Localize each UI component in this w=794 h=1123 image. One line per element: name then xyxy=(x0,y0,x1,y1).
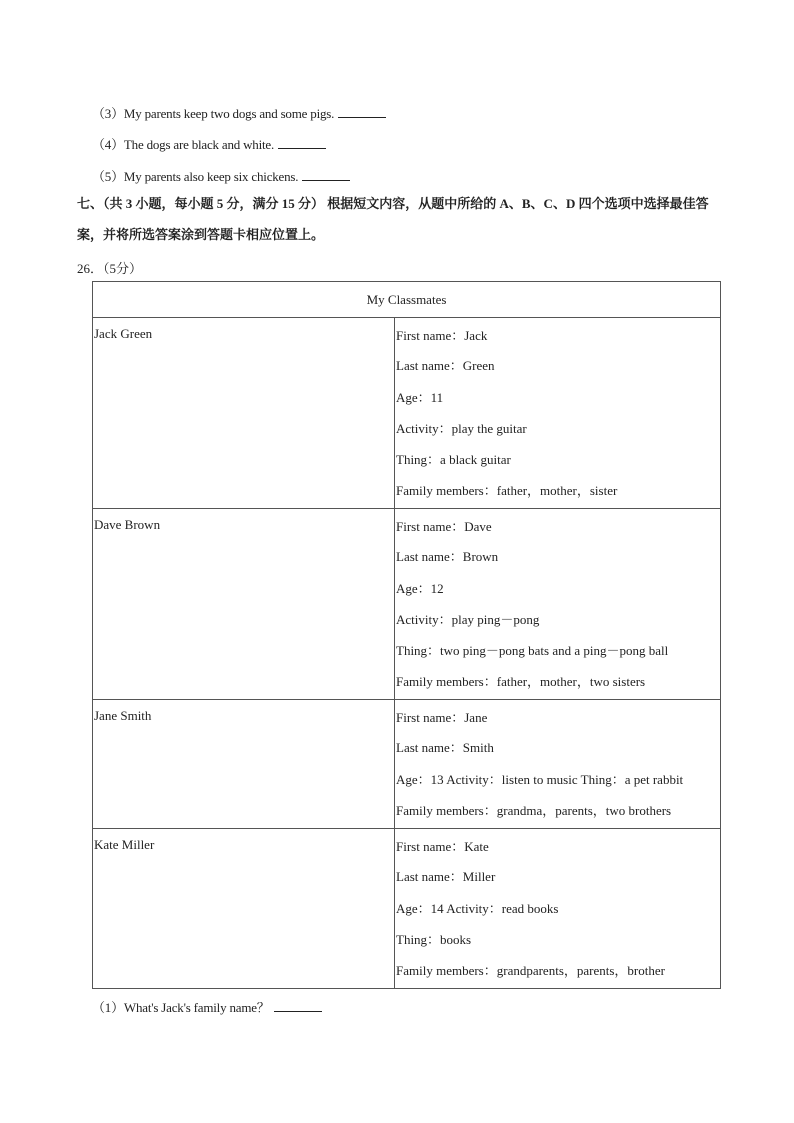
info-line: Age：11 xyxy=(396,389,444,405)
section-heading: 七、（共 3 小题，每小题 5 分，满分 15 分） 根据短文内容，从题中所给的 A、B、C、D 四个选项中选择最佳答案，并将所选答案涂到答题卡相应位置上。 xyxy=(77,196,709,242)
info-line: Thing：books xyxy=(396,931,472,947)
answer-blank[interactable] xyxy=(278,137,326,149)
classmate-name: Jane Smith xyxy=(93,700,395,829)
question-text: The dogs are black and white. xyxy=(123,137,275,152)
classmate-info xyxy=(395,318,721,509)
classmate-name: Jack Green xyxy=(93,318,395,509)
table-caption: My Classmates xyxy=(93,282,721,318)
question-3 xyxy=(92,103,386,122)
table-row xyxy=(93,829,721,989)
table-row xyxy=(93,509,721,700)
info-line: First name：Jane xyxy=(396,710,488,725)
info-line: Thing：two ping－pong bats and a ping－pong ball xyxy=(396,643,669,659)
classmate-name: Dave Brown xyxy=(93,509,395,700)
question-number: （4） xyxy=(92,137,124,152)
classmate-name: Kate Miller xyxy=(93,829,395,989)
info-line: Age：12 xyxy=(396,580,444,596)
question-text: My parents keep two dogs and some pigs. xyxy=(123,106,335,121)
question-26-label: 26．（5分） xyxy=(77,261,143,276)
info-line: Age：13 Activity：listen to music Thing：a pet rabbit xyxy=(396,771,684,787)
info-line: First name：Jack xyxy=(396,328,488,343)
question-number: （1） xyxy=(92,1000,124,1015)
classmate-info xyxy=(395,829,721,989)
question-number: （5） xyxy=(92,169,124,184)
answer-blank[interactable] xyxy=(274,1000,322,1012)
info-line: Last name：Miller xyxy=(396,869,496,885)
answer-blank[interactable] xyxy=(338,106,386,118)
classmate-info xyxy=(395,700,721,829)
table-row xyxy=(93,700,721,829)
info-line: Activity：play ping－pong xyxy=(396,611,540,627)
info-line: Last name：Green xyxy=(396,358,495,374)
table-caption-row xyxy=(93,282,721,318)
info-line: Last name：Brown xyxy=(396,549,499,565)
answer-blank[interactable] xyxy=(302,169,350,181)
info-line: Family members：father，mother，two sisters xyxy=(396,674,646,690)
info-line: Family members：grandma，parents，two brothers xyxy=(396,802,672,818)
info-line: Last name：Smith xyxy=(396,740,494,756)
info-line: Age：14 Activity：read books xyxy=(396,900,559,916)
info-line: Activity：play the guitar xyxy=(396,420,527,436)
question-number: （3） xyxy=(92,106,124,121)
question-1 xyxy=(92,997,322,1016)
info-line: First name：Dave xyxy=(396,519,492,534)
question-text: What's Jack's family name？ xyxy=(123,1000,270,1015)
info-line: First name：Kate xyxy=(396,839,489,854)
question-5 xyxy=(92,166,350,185)
classmates-table xyxy=(92,281,721,989)
table-row xyxy=(93,318,721,509)
info-line: Family members：grandparents，parents，brother xyxy=(396,963,665,979)
question-text: My parents also keep six chickens. xyxy=(123,169,299,184)
classmate-info xyxy=(395,509,721,700)
info-line: Thing：a black guitar xyxy=(396,452,511,468)
question-4 xyxy=(92,134,326,153)
info-line: Family members：father，mother，sister xyxy=(396,483,618,499)
